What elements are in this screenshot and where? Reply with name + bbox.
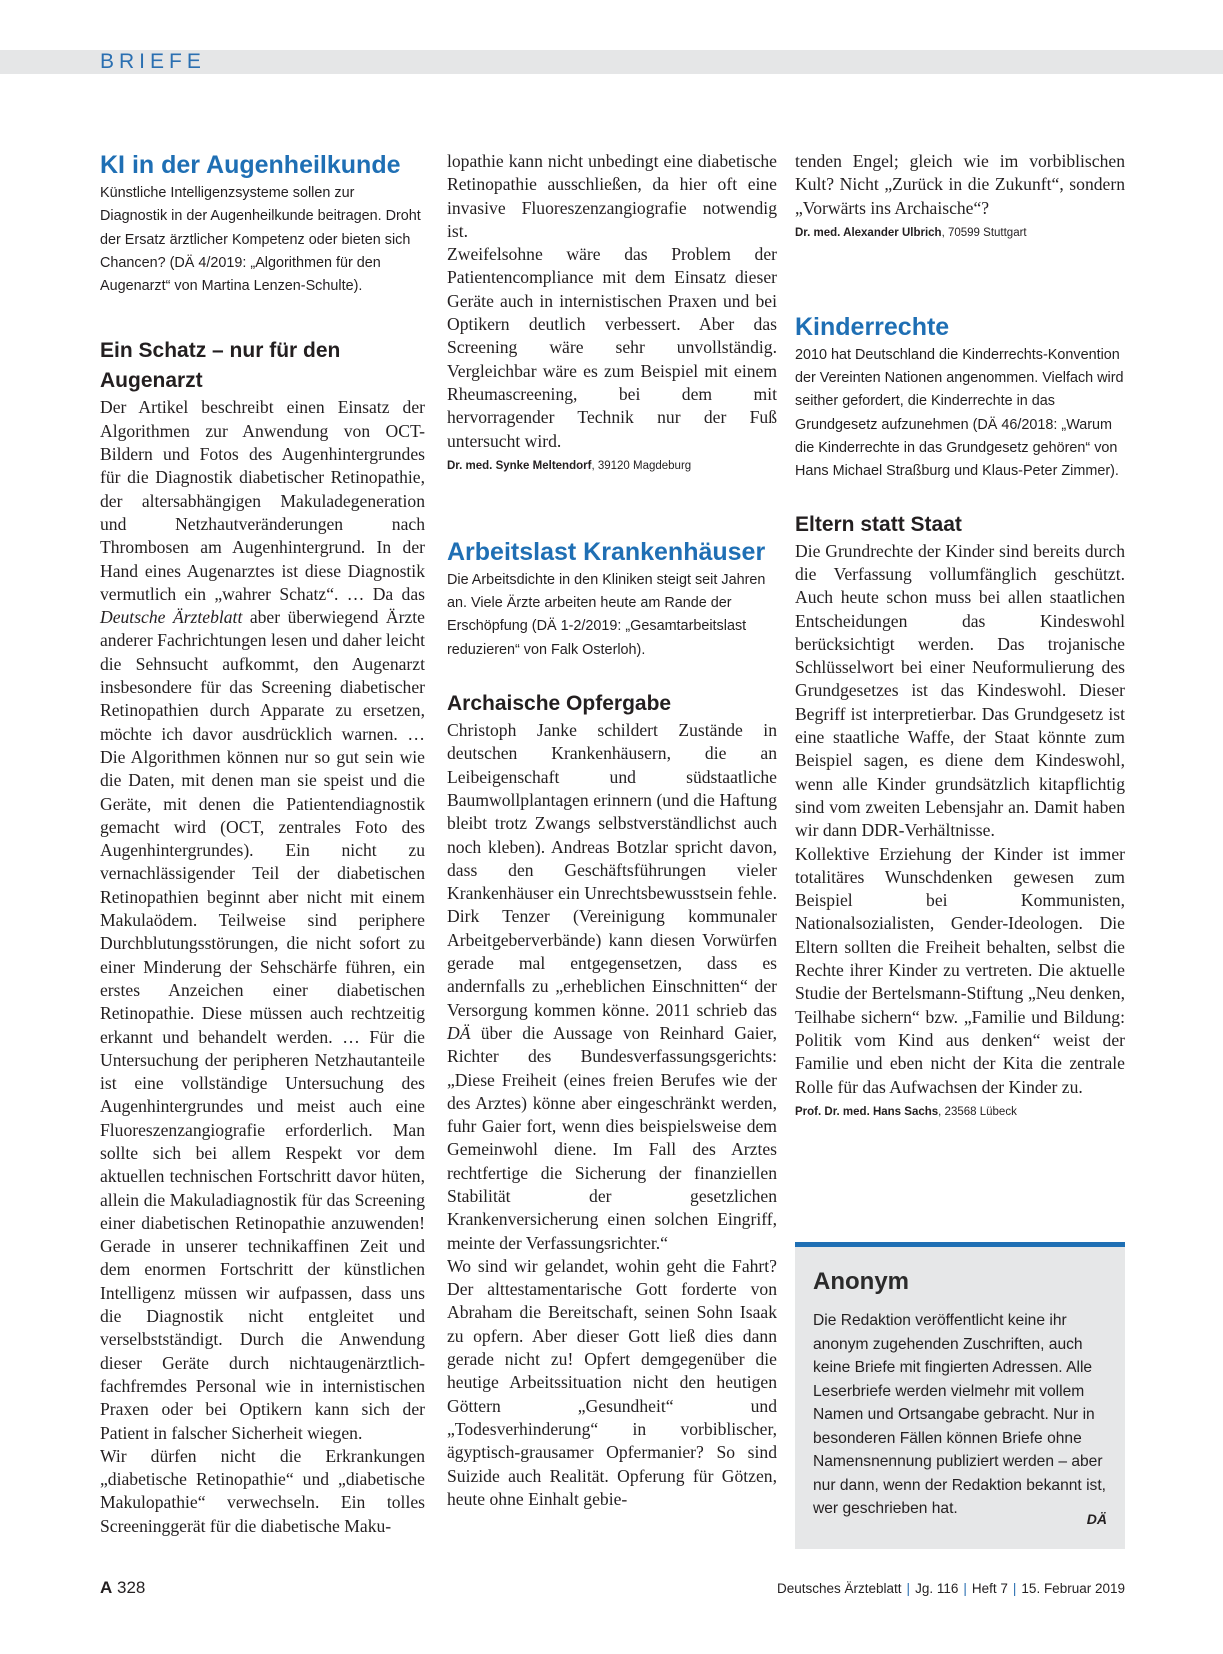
- separator: |: [906, 1581, 911, 1596]
- letter-body-schatz: [100, 396, 425, 1538]
- topic-heading-ki: KI in der Augenheilkunde: [100, 151, 401, 179]
- letter-title-eltern: Eltern statt Staat: [795, 512, 962, 536]
- letter-body-schatz-cont: [447, 150, 777, 453]
- info-box-text: Die Redaktion veröffentlicht keine ihr anonym zugehenden Zuschriften, auch keine Briefe mit fingierten Adressen. Alle Leserbriefe werden vielmehr mit vollem Namen und Ortsangabe gebracht. Nur in besonderen Fällen können Briefe ohne Namensnennung publiziert werden – aber nur dann, wenn der Redaktion bekannt ist, wer geschrieben hat.: [813, 1312, 1107, 1517]
- column-3: [795, 150, 1125, 1121]
- info-box-signature: DÄ: [1086, 1511, 1107, 1527]
- author-place: , 23568 Lübeck: [938, 1105, 1017, 1118]
- author-place: , 70599 Stuttgart: [941, 226, 1027, 239]
- letter-paragraph: Die Grundrechte der Kinder sind bereits durch die Verfassung vollumfänglich geschützt. Auch heute schon muss bei allen staatlichen Entscheidungen das Kindeswohl berücksichtigt werden. Das trojanische Schlüsselwort bei einer Neuformulierung des Grundgesetzes ist das Kindeswohl. Dieser Begriff ist interpretierbar. Das Grundgesetz ist eine staatliche Waffe, der Staat könnte zum Beispiel sagen, es diene dem Kindeswohl, wenn alle Kinder grundsätzlich kitapflichtig sind vom zweiten Lebensjahr an. Damit haben wir dann DDR-Verhältnisse.: [795, 540, 1125, 841]
- letter-title-schatz: Ein Schatz – nur für den Augenarzt: [100, 339, 341, 393]
- issue-date: 15. Februar 2019: [1021, 1581, 1125, 1596]
- letter-signature: [795, 224, 1125, 242]
- letter-paragraph: tenden Engel; gleich wie im vorbiblischen Kult? Nicht „Zurück in die Zukunft“, sondern „Vorwärts ins Archaische“?: [795, 151, 1125, 218]
- letter-paragraph: Kollektive Erziehung der Kinder ist immer totalitäres Wunschdenken gewesen zum Beispiel bei Kommunisten, Nationalsozialisten, Gender-Ideologen. Die Eltern sollten die Freiheit behalten, selbst die Rechte ihrer Kinder zu vertreten. Die aktuelle Studie der Bertelsmann-Stiftung „Neu denken, Teilhabe sichern“ bzw. „Familie und Bildung: Politik vom Kind aus denken“ weist der Familie und eben nicht der Kita die zentrale Rolle für das Aufwachsen der Kinder zu.: [795, 843, 1125, 1097]
- letter-paragraph: Wo sind wir gelandet, wohin geht die Fahrt? Der alttestamentarische Gott forderte von Abraham die Bereitschaft, seinen Sohn Isaak zu opfern. Aber dieser Gott ließ dies dann gerade nicht zu! Opfert demgegenüber die heutige Arbeitssituation nicht den heutigen Göttern „Gesundheit“ und „Todesverhinderung“ in vorbiblischer, ägyptisch-grausamer Opfermanier? So sind Suizide auch Realität. Opferung für Götzen, heute ohne Einhalt gebie-: [447, 1255, 777, 1509]
- topic-lead-arbeitslast: Die Arbeitsdichte in den Kliniken steigt seit Jahren an. Viele Ärzte arbeiten heute am Rande der Erschöpfung (DÄ 1-2/2019: „Gesamtarbeitslast reduzieren“ von Falk Osterloh).: [447, 571, 766, 658]
- letter-title-opfergabe: Archaische Opfergabe: [447, 692, 672, 716]
- publication-name: Deutsche Ärzteblatt: [100, 607, 243, 628]
- author-name: Dr. med. Alexander Ulbrich: [795, 226, 942, 239]
- publication-info: [777, 1581, 1125, 1596]
- letter-paragraph: Wir dürfen nicht die Erkrankungen „diabetische Retinopathie“ und „diabetische Makulopathie“ verwechseln. Ein tolles Screeninggerät für die diabetische Maku-: [100, 1445, 425, 1536]
- issue: Heft 7: [971, 1581, 1008, 1596]
- anonym-info-box: [795, 1242, 1125, 1549]
- info-box-title: Anonym: [813, 1268, 909, 1295]
- column-2: [447, 150, 777, 1511]
- author-place: , 39120 Magdeburg: [591, 459, 692, 472]
- letter-paragraph: lopathie kann nicht unbedingt eine diabetische Retinopathie ausschließen, da hier oft eine invasive Fluoreszenzangiografie notwendig ist.: [447, 151, 777, 241]
- letter-body-eltern: [795, 540, 1125, 1099]
- separator: |: [963, 1581, 967, 1596]
- topic-heading-kinderrechte: Kinderrechte: [795, 312, 950, 341]
- topic-lead-ki: Künstliche Intelligenzsysteme sollen zur Diagnostik in der Augenheilkunde beitragen. Droht der Ersatz ärztlicher Kompetenz oder bieten sich Chancen? (DÄ 4/2019: „Algorithmen für den Augenarzt“ von Martina Lenzen-Schulte).: [100, 185, 421, 295]
- letter-paragraph: Zweifelsohne wäre das Problem der Patientencompliance mit dem Einsatz dieser Geräte auch in internistischen Praxen und bei Optikern deutlich verbessert. Aber das Screening wäre sehr unvollständig. Vergleichbar wäre es zum Beispiel mit einem Rheumascreening, bei dem mit hervorragender Technik nur der Fuß untersucht wird.: [447, 244, 777, 451]
- page-number: A 328: [100, 1578, 146, 1597]
- letter-body-opfergabe: [447, 719, 777, 1511]
- author-name: Dr. med. Synke Meltendorf: [447, 459, 592, 472]
- column-1: [100, 150, 425, 1538]
- letter-paragraph: Der Artikel beschreibt einen Einsatz der Algorithmen zur Anwendung von OCT-Bildern und Fotos des Augenhintergrundes für die Diagnostik diabetischer Retinopathie, der altersabhängigen Makuladegeneration und Netzhautveränderungen nach Thrombosen am Augenhintergrund. In der Hand eines Augenarztes ist diese Diagnostik vermutlich ein „wahrer Schatz“. … Da das Deutsche Ärzteblatt aber überwiegend Ärzte anderer Fachrichtungen lesen und daher leicht die Sehnsucht aufkommt, den Augenarzt insbesondere für das Screening diabetischer Retinopathien durch Apparate zu ersetzen, möchte ich davor ausdrücklich warnen. … Die Algorithmen können nur so gut sein wie die Daten, mit denen man sie speist und die Geräte, mit denen die Patientendiagnostik gemacht wird (OCT, zentrales Foto des Augenhintergrundes). Ein nicht zu vernachlässigender Teil der diabetischen Retinopathien beginnt aber nicht mit einem Makulaödem. Teilweise sind periphere Durchblutungsstörungen, die nicht sofort zu einer Minderung der Sehschärfe führen, ein erstes Anzeichen einer diabetischen Retinopathie. Diese müssen auch rechtzeitig erkannt und behandelt werden. … Für die Untersuchung der peripheren Netzhautanteile ist eine vollständige Untersuchung des Augenhintergrundes und meist auch eine Fluoreszenzangiografie erforderlich. Man sollte sich bei allem Respekt vor dem aktuellen technischen Fortschritt davor hüten, allein die Makuladiagnostik für das Screening einer diabetischen Retinopathie anzuwenden! Gerade in unserer technikaffinen Zeit und dem enormen Fortschritt der künstlichen Intelligenz müssen wir aufpassen, dass uns die Diagnostik nicht entgleitet und verselbstständigt. Durch die Anwendung dieser Geräte durch nichtaugenärztlich-fachfremdes Personal wie in internistischen Praxen oder bei Optikern kann sich der Patient in falscher Sicherheit wiegen.: [100, 397, 425, 1443]
- topic-lead-kinderrechte: 2010 hat Deutschland die Kinderrechts-Konvention der Vereinten Nationen angenommen. Vielfach wird seither gefordert, die Kinderrechte in das Grundgesetz aufzunehmen (DÄ 46/2018: „Warum die Kinderrechte in das Grundgesetz gehören“ von Hans Michael Straßburg und Klaus-Peter Zimmer).: [795, 346, 1124, 480]
- letter-signature: [447, 457, 777, 475]
- volume: Jg. 116: [915, 1581, 959, 1596]
- section-title: BRIEFE: [100, 50, 206, 73]
- letter-signature: [795, 1103, 1125, 1121]
- separator: |: [1012, 1581, 1017, 1596]
- letter-body-opfergabe-cont: [795, 150, 1125, 220]
- publication-abbrev: DÄ: [447, 1022, 471, 1043]
- letter-paragraph: Christoph Janke schildert Zustände in deutschen Krankenhäusern, die an Leibeigenschaft und südstaatliche Baumwollplantagen erinnern (und die Haftung bleibt trotz Zwangs selbstverständlichst auch noch kleben). Andreas Botzlar spricht davon, dass den Geschäftsführungen vieler Krankenhäuser ein Unrechtsbewusstsein fehle. Dirk Tenzer (Vereinigung kommunaler Arbeitgeberverbände) kann diesen Vorwürfen gerade mal entgegensetzen, dass es andernfalls zu „erheblichen Einschnitten“ der Versorgung kommen könne. 2011 schrieb das DÄ über die Aussage von Reinhard Gaier, Richter des Bundesverfassungsgerichts: „Diese Freiheit (eines freien Berufes wie der des Arztes) könne aber eingeschränkt werden, fuhr Gaier fort, wenn dies beispielsweise dem Gemeinwohl diene. Im Fall des Arztes rechtfertige die Sicherung der finanziellen Stabilität der gesetzlichen Krankenversicherung einen solchen Eingriff, meinte der Verfassungsrichter.“: [447, 720, 777, 1253]
- topic-heading-arbeitslast: Arbeitslast Krankenhäuser: [447, 537, 766, 566]
- publication-name: Deutsches Ärzteblatt: [776, 1581, 902, 1596]
- author-name: Prof. Dr. med. Hans Sachs: [795, 1105, 939, 1118]
